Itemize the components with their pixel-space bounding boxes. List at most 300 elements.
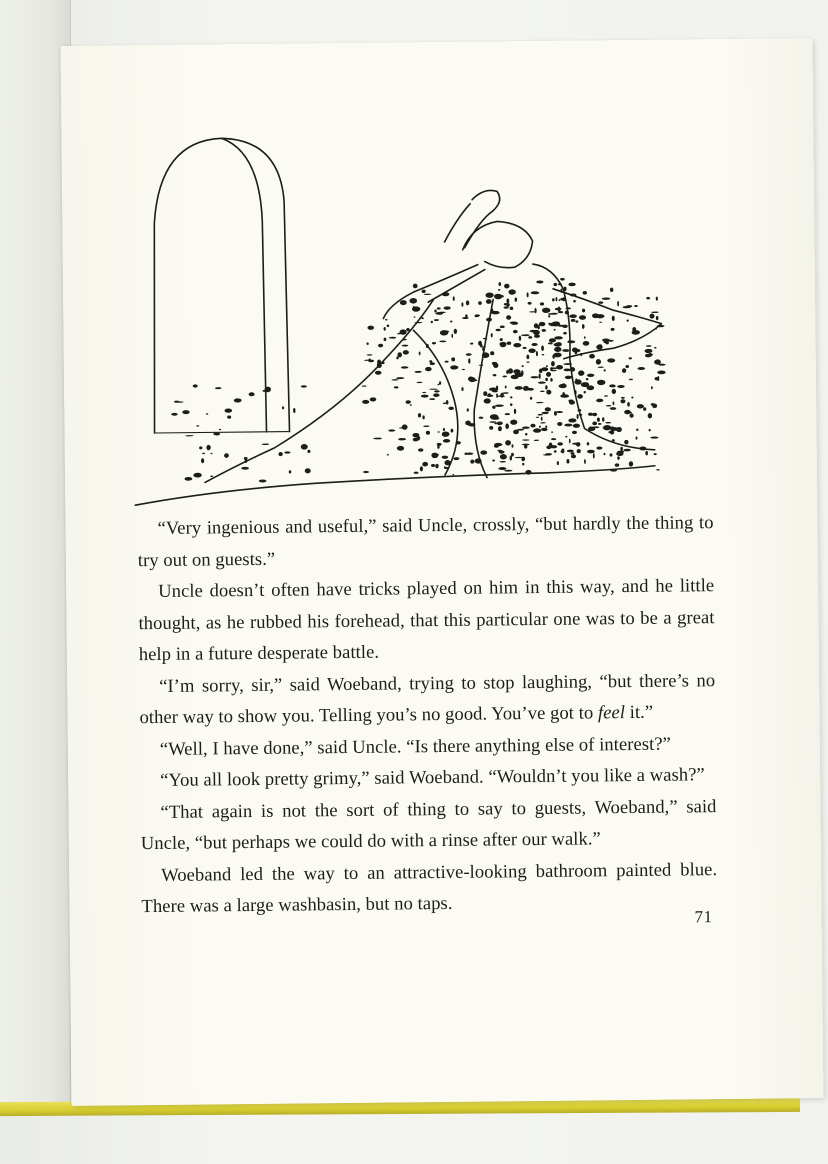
ink-speckle bbox=[451, 357, 455, 361]
ink-speckle bbox=[425, 367, 432, 371]
ink-speckle bbox=[556, 411, 563, 413]
ink-speckle bbox=[554, 450, 557, 452]
ink-speckle bbox=[523, 347, 527, 349]
ink-speckle bbox=[533, 428, 541, 432]
ink-speckle bbox=[301, 385, 307, 387]
ink-speckle bbox=[584, 459, 586, 464]
ink-speckle bbox=[434, 319, 439, 321]
ink-speckle bbox=[493, 374, 497, 376]
ink-speckle bbox=[462, 317, 469, 319]
ink-speckle bbox=[526, 361, 529, 362]
ink-speckle bbox=[551, 438, 556, 440]
ink-speckle bbox=[384, 338, 387, 341]
ink-speckle bbox=[398, 438, 406, 440]
ink-speckle bbox=[596, 359, 601, 365]
ink-speckle bbox=[629, 379, 633, 381]
ink-speckle bbox=[453, 457, 459, 460]
ink-speckle bbox=[577, 394, 583, 399]
ink-speckle bbox=[437, 307, 441, 309]
ink-speckle bbox=[635, 436, 637, 439]
ink-speckle bbox=[593, 453, 595, 458]
ink-speckle bbox=[560, 289, 562, 293]
ink-speckle bbox=[565, 307, 571, 309]
ink-speckle bbox=[385, 319, 388, 320]
ink-speckle bbox=[423, 425, 429, 427]
ink-speckle bbox=[444, 306, 451, 309]
ink-speckle bbox=[554, 347, 561, 352]
ink-speckle bbox=[405, 400, 410, 404]
ink-speckle bbox=[451, 334, 453, 338]
ink-speckle bbox=[498, 426, 502, 431]
ink-speckle bbox=[610, 407, 617, 410]
ink-speckle bbox=[617, 301, 619, 306]
figure-head bbox=[462, 221, 532, 268]
ink-speckle bbox=[363, 471, 369, 473]
ink-speckle bbox=[586, 378, 589, 380]
ink-speckle bbox=[193, 473, 201, 478]
ink-speckle bbox=[293, 408, 295, 413]
ink-speckle bbox=[597, 417, 600, 421]
ink-speckle bbox=[534, 308, 536, 313]
ink-speckle bbox=[305, 468, 311, 473]
ink-speckle bbox=[422, 415, 424, 419]
ink-speckle bbox=[508, 289, 515, 294]
ink-speckle bbox=[643, 407, 646, 411]
figure-arm-upper bbox=[383, 265, 479, 319]
ink-speckle bbox=[524, 445, 527, 449]
pen-and-ink-illustration bbox=[111, 127, 685, 513]
ink-speckle bbox=[378, 344, 383, 348]
ink-speckle bbox=[439, 340, 446, 342]
ink-speckle bbox=[437, 431, 439, 432]
ink-speckle bbox=[584, 336, 586, 338]
ink-speckle bbox=[525, 433, 527, 436]
ink-speckle bbox=[540, 422, 546, 423]
ink-speckle bbox=[396, 377, 404, 379]
ink-speckle bbox=[440, 330, 448, 335]
ink-speckle bbox=[435, 312, 443, 315]
ink-speckle bbox=[546, 372, 551, 377]
ink-speckle bbox=[461, 387, 463, 391]
ink-speckle bbox=[391, 379, 398, 380]
ink-speckle bbox=[620, 447, 623, 451]
paragraph: Uncle doesn’t often have tricks played on him in this way, and he little thought, as he rubbed his forehead, that this particular one was to be a great help in a future desperate battle. bbox=[138, 575, 715, 666]
ink-speckle bbox=[536, 402, 544, 403]
ink-speckle bbox=[492, 406, 495, 409]
ink-speckle bbox=[442, 456, 449, 459]
ink-speckle bbox=[649, 429, 651, 432]
ink-speckle bbox=[587, 442, 590, 445]
ink-speckle bbox=[202, 453, 205, 454]
ink-speckle bbox=[400, 300, 407, 305]
ink-speckle bbox=[196, 425, 199, 426]
ink-speckle bbox=[577, 414, 579, 419]
ink-speckle bbox=[387, 324, 390, 327]
ink-speckle bbox=[262, 443, 270, 445]
ink-speckle bbox=[583, 341, 590, 346]
ink-speckle bbox=[554, 329, 556, 331]
ink-speckle bbox=[498, 282, 501, 286]
ink-speckle bbox=[466, 300, 469, 305]
ink-speckle bbox=[410, 404, 412, 405]
ink-speckle bbox=[596, 399, 603, 403]
ink-speckle bbox=[521, 334, 530, 336]
ink-speckle bbox=[494, 294, 502, 300]
ink-speckle bbox=[397, 446, 404, 451]
ink-speckle bbox=[557, 461, 559, 465]
ink-speckle bbox=[466, 353, 472, 356]
ink-speckle bbox=[530, 376, 538, 378]
ink-speckle bbox=[542, 354, 545, 355]
ink-speckle bbox=[514, 409, 516, 414]
ink-speckle bbox=[452, 474, 454, 475]
ink-speckle bbox=[394, 386, 399, 388]
ink-speckle bbox=[572, 431, 577, 434]
ink-speckle bbox=[563, 332, 567, 335]
ink-speckle bbox=[401, 366, 408, 368]
ink-speckle bbox=[489, 426, 493, 430]
ink-speckle bbox=[450, 320, 452, 322]
ink-speckle bbox=[490, 351, 494, 355]
ink-speckle bbox=[498, 289, 501, 291]
ink-speckle bbox=[571, 319, 576, 322]
ink-speckle bbox=[388, 429, 395, 431]
ink-speckle bbox=[434, 310, 436, 313]
ink-speckle bbox=[429, 389, 438, 390]
ink-speckle bbox=[366, 342, 368, 345]
ink-speckle bbox=[538, 414, 543, 416]
ink-speckle bbox=[431, 453, 438, 459]
paragraph: “Well, I have done,” said Uncle. “Is there anything else of interest?” bbox=[159, 733, 671, 760]
ink-speckle bbox=[375, 371, 382, 375]
ink-speckle bbox=[548, 342, 553, 344]
ink-speckle bbox=[542, 329, 546, 332]
ink-speckle bbox=[389, 337, 396, 339]
ink-speckle bbox=[650, 313, 655, 318]
ink-speckle bbox=[551, 432, 553, 433]
ink-speckle bbox=[563, 368, 570, 371]
ink-speckle bbox=[419, 352, 421, 356]
ink-speckle bbox=[418, 413, 421, 417]
ink-speckle bbox=[624, 410, 631, 414]
ink-speckle bbox=[486, 318, 492, 322]
ink-speckle bbox=[534, 323, 538, 328]
ink-speckle bbox=[615, 463, 620, 466]
ink-speckle bbox=[646, 297, 650, 300]
ink-speckle bbox=[536, 351, 538, 356]
ink-speckle bbox=[571, 454, 576, 458]
ink-speckle bbox=[492, 460, 495, 462]
ink-speckle bbox=[513, 330, 518, 333]
ink-speckle bbox=[636, 429, 639, 431]
ink-speckle bbox=[541, 428, 548, 431]
ink-speckle bbox=[645, 451, 648, 456]
ink-speckle bbox=[500, 461, 506, 463]
ink-speckle bbox=[282, 406, 284, 409]
ink-speckle bbox=[443, 402, 446, 404]
ink-speckle bbox=[578, 370, 584, 375]
ink-speckle bbox=[565, 436, 567, 438]
ink-speckle bbox=[418, 448, 423, 451]
robe-speckle-pattern bbox=[170, 277, 667, 484]
ink-speckle bbox=[461, 302, 463, 306]
ink-speckle bbox=[603, 453, 605, 456]
ink-speckle bbox=[451, 429, 454, 433]
ink-speckle bbox=[426, 344, 429, 348]
ink-speckle bbox=[588, 413, 593, 416]
ink-speckle bbox=[545, 378, 548, 381]
ink-speckle bbox=[479, 365, 483, 366]
figure-hand bbox=[464, 190, 500, 247]
ink-speckle bbox=[414, 316, 416, 317]
ink-speckle bbox=[637, 404, 644, 408]
ink-speckle bbox=[470, 459, 474, 463]
ink-speckle bbox=[566, 459, 569, 464]
ink-speckle bbox=[626, 320, 628, 322]
ink-speckle bbox=[536, 280, 543, 283]
ink-speckle bbox=[184, 477, 192, 481]
ink-speckle bbox=[370, 397, 377, 401]
ink-speckle bbox=[539, 426, 541, 428]
ink-speckle bbox=[301, 444, 308, 450]
ink-speckle bbox=[546, 390, 551, 395]
ink-speckle bbox=[496, 393, 498, 398]
ink-speckle bbox=[657, 325, 665, 327]
ink-speckle bbox=[241, 467, 249, 470]
ink-speckle bbox=[606, 405, 611, 406]
ink-speckle bbox=[604, 369, 606, 371]
ink-speckle bbox=[500, 325, 505, 328]
ink-speckle bbox=[637, 367, 645, 370]
ink-speckle bbox=[534, 334, 540, 337]
ink-speckle bbox=[503, 376, 507, 378]
ink-speckle bbox=[546, 365, 548, 367]
ink-speckle bbox=[530, 424, 535, 428]
ink-speckle bbox=[384, 327, 386, 331]
ink-speckle bbox=[611, 328, 615, 331]
ink-speckle bbox=[549, 338, 556, 342]
ink-speckle bbox=[629, 357, 632, 359]
ink-speckle bbox=[367, 326, 374, 330]
ink-speckle bbox=[565, 376, 572, 379]
ink-speckle bbox=[424, 294, 432, 295]
ink-speckle bbox=[201, 458, 204, 463]
ink-speckle bbox=[564, 424, 572, 427]
ink-speckle bbox=[414, 371, 421, 373]
ink-speckle bbox=[489, 421, 496, 423]
ink-speckle bbox=[656, 297, 658, 301]
ink-speckle bbox=[540, 391, 545, 392]
ink-speckle bbox=[553, 353, 561, 358]
ink-speckle bbox=[531, 343, 537, 346]
ink-speckle bbox=[560, 278, 565, 281]
ink-speckle bbox=[307, 450, 310, 453]
ink-speckle bbox=[367, 354, 373, 355]
ink-speckle bbox=[211, 453, 213, 455]
ink-speckle bbox=[504, 284, 509, 289]
ink-speckle bbox=[542, 412, 549, 414]
ink-speckle bbox=[545, 407, 551, 411]
ink-speckle bbox=[552, 298, 555, 301]
ink-speckle bbox=[431, 321, 433, 323]
ink-speckle bbox=[624, 440, 628, 445]
ink-speckle bbox=[495, 404, 504, 406]
ink-speckle bbox=[468, 358, 470, 363]
ink-speckle bbox=[621, 397, 625, 399]
ink-speckle bbox=[224, 408, 232, 412]
ink-speckle bbox=[528, 348, 535, 353]
ink-speckle bbox=[551, 313, 558, 315]
ink-speckle bbox=[483, 391, 487, 396]
ink-speckle bbox=[517, 429, 524, 431]
ink-speckle bbox=[182, 410, 189, 414]
ink-speckle bbox=[448, 407, 454, 410]
ink-speckle bbox=[414, 472, 419, 474]
ink-speckle bbox=[519, 336, 521, 341]
ink-speckle bbox=[511, 444, 513, 447]
ink-speckle bbox=[443, 439, 450, 443]
ink-speckle bbox=[573, 424, 580, 428]
ink-speckle bbox=[654, 453, 657, 455]
ink-speckle bbox=[505, 386, 507, 389]
ink-speckle bbox=[620, 399, 625, 403]
ink-speckle bbox=[538, 382, 546, 384]
ink-speckle bbox=[646, 345, 652, 347]
ink-speckle bbox=[556, 297, 558, 301]
ink-speckle bbox=[570, 452, 574, 455]
ink-speckle bbox=[454, 329, 457, 334]
facing-page-edge bbox=[0, 0, 71, 1110]
ink-speckle bbox=[464, 453, 467, 455]
body-text bbox=[137, 507, 717, 923]
ink-speckle bbox=[536, 417, 540, 418]
ink-speckle bbox=[498, 467, 506, 470]
ink-speckle bbox=[604, 395, 608, 396]
ink-speckle bbox=[422, 392, 426, 393]
ink-speckle bbox=[521, 457, 525, 462]
ink-speckle bbox=[506, 315, 511, 320]
ink-speckle bbox=[553, 283, 557, 286]
ink-speckle bbox=[588, 426, 595, 431]
ink-speckle bbox=[656, 469, 660, 470]
ink-speckle bbox=[534, 440, 539, 441]
ink-speckle bbox=[613, 401, 615, 405]
ink-speckle bbox=[548, 323, 550, 325]
ink-speckle bbox=[199, 446, 202, 449]
paragraph: “Very ingenious and useful,” said Uncle, crossly, “but hardly the thing to try out on guests.” bbox=[137, 512, 714, 571]
ink-speckle bbox=[505, 440, 511, 445]
ink-speckle bbox=[482, 348, 484, 351]
ink-speckle bbox=[629, 413, 633, 417]
ink-speckle bbox=[567, 450, 574, 453]
ink-speckle bbox=[568, 283, 575, 287]
ink-speckle bbox=[249, 392, 255, 396]
ink-speckle bbox=[602, 297, 610, 299]
ink-speckle bbox=[530, 397, 532, 400]
ink-speckle bbox=[479, 417, 484, 419]
ink-speckle bbox=[513, 343, 521, 347]
ink-speckle bbox=[432, 342, 436, 344]
ink-speckle bbox=[510, 455, 512, 460]
ink-speckle bbox=[522, 426, 530, 428]
ink-speckle bbox=[587, 374, 594, 377]
ink-speckle bbox=[582, 324, 585, 329]
ink-speckle bbox=[579, 315, 586, 320]
ink-speckle bbox=[284, 451, 290, 453]
ink-speckle bbox=[409, 298, 417, 304]
ink-speckle bbox=[617, 451, 624, 453]
ink-speckle bbox=[584, 391, 586, 394]
ink-speckle bbox=[467, 408, 469, 411]
ink-speckle bbox=[644, 349, 652, 353]
ink-speckle bbox=[402, 424, 408, 429]
ink-speckle bbox=[623, 306, 632, 308]
ink-speckle bbox=[526, 355, 529, 360]
figure-robe bbox=[203, 300, 435, 482]
ink-speckle bbox=[289, 470, 292, 473]
ink-speckle bbox=[569, 439, 571, 444]
ink-speckle bbox=[402, 345, 409, 347]
ink-speckle bbox=[206, 445, 210, 450]
ink-speckle bbox=[522, 463, 524, 466]
ink-speckle bbox=[224, 453, 229, 458]
ink-speckle bbox=[557, 442, 563, 445]
ink-speckle bbox=[259, 479, 267, 482]
ink-speckle bbox=[422, 462, 428, 467]
ink-speckle bbox=[414, 322, 422, 323]
ink-speckle bbox=[556, 365, 563, 370]
ink-speckle bbox=[541, 367, 548, 371]
ink-speckle bbox=[515, 297, 518, 301]
ink-speckle bbox=[651, 386, 653, 389]
ink-speckle bbox=[431, 464, 435, 467]
ink-speckle bbox=[587, 450, 595, 454]
ink-speckle bbox=[527, 292, 529, 297]
ink-speckle bbox=[654, 347, 656, 349]
ink-speckle bbox=[597, 380, 605, 385]
ink-speckle bbox=[622, 368, 626, 373]
ink-speckle bbox=[575, 320, 578, 322]
ink-speckle bbox=[278, 452, 282, 456]
ink-speckle bbox=[541, 417, 543, 421]
ink-speckle bbox=[504, 306, 509, 308]
ink-speckle bbox=[491, 333, 493, 337]
ink-speckle bbox=[598, 301, 603, 303]
ink-speckle bbox=[531, 291, 540, 294]
ink-speckle bbox=[558, 311, 563, 313]
ink-speckle bbox=[506, 298, 509, 303]
ink-speckle bbox=[617, 456, 620, 460]
ink-speckle bbox=[484, 398, 491, 403]
ink-speckle bbox=[582, 309, 585, 313]
ink-speckle bbox=[185, 435, 193, 436]
ink-speckle bbox=[557, 422, 562, 426]
ink-speckle bbox=[522, 365, 524, 367]
ink-speckle bbox=[500, 338, 503, 341]
paragraph: “That again is not the sort of thing to say to guests, Woeband,” said Uncle, “but perhaps we could do with a rinse after our walk.” bbox=[140, 795, 717, 855]
ink-speckle bbox=[648, 413, 652, 418]
ink-speckle bbox=[612, 439, 615, 442]
ink-speckle bbox=[599, 322, 602, 323]
emphasized-word: feel bbox=[597, 702, 626, 724]
ink-speckle bbox=[515, 386, 523, 390]
ink-speckle bbox=[568, 418, 576, 422]
ink-speckle bbox=[617, 385, 624, 388]
ink-speckle bbox=[522, 439, 529, 440]
paragraph: “You all look pretty grimy,” said Woeband. “Wouldn’t you like a wash?” bbox=[160, 764, 705, 791]
ink-speckle bbox=[510, 307, 514, 310]
ink-speckle bbox=[528, 336, 532, 339]
